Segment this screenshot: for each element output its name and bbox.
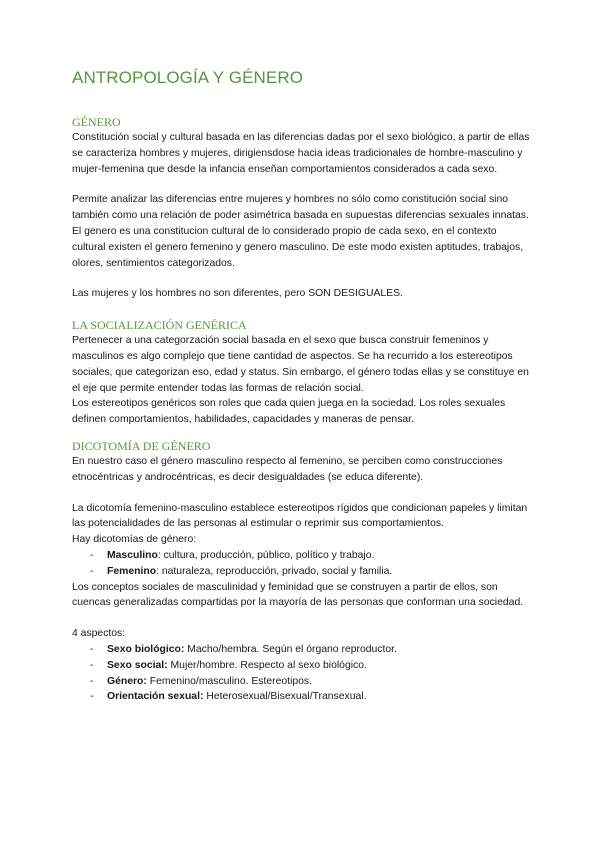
list-term: Orientación sexual:: [107, 691, 204, 703]
document-body: [72, 68, 532, 705]
list-item: [72, 658, 532, 674]
list-item: [72, 564, 532, 580]
list-text: : naturaleza, reproducción, privado, social y familia.: [156, 565, 393, 577]
paragraph: Permite analizar las diferencias entre mujeres y hombres no sólo como constitución social sino también como una relación de poder asimétrica basada en supuestas diferencias sexuales innatas.: [72, 194, 529, 222]
list-item: [72, 689, 532, 705]
paragraph: Los estereotipos genéricos son roles que cada quien juega en la sociedad. Los roles sexuales definen comportamientos, habilidades, capacidades y maneras de pensar.: [72, 398, 506, 426]
list-bullet: -: [90, 549, 94, 561]
list-term: Género:: [107, 675, 147, 687]
list-item: [72, 548, 532, 564]
paragraph: En nuestro caso el género masculino respecto al femenino, se perciben como construcciones etnocéntricas y androcéntricas, es decir desigualdades (se educa diferente).: [72, 455, 503, 483]
list-text: Femenino/masculino. Estereotipos.: [146, 675, 313, 687]
list-bullet: -: [90, 565, 94, 577]
list-bullet: -: [90, 643, 94, 655]
list-text: : cultura, producción, público, político y trabajo.: [157, 549, 375, 561]
aspectos-list: [72, 642, 532, 705]
paragraph: El genero es una constitucion cultural de lo considerado propio de cada sexo, en el contexto cultural existen el genero femenino y genero masculino. De este modo existen aptitudes, trabajos, olores, sentimientos categorizados.: [72, 225, 524, 269]
list-term: Sexo biológico:: [107, 643, 185, 655]
list-bullet: -: [90, 675, 94, 687]
paragraph: Pertenecer a una categorzación social basada en el sexo que busca construir femeninos y masculinos es algo complejo que tiene cantidad de aspectos. Se ha recurrido a los estereotipos sociales, que categorizan eso, edad y status. Sin embargo, el género todas ellas y se constituye en el eje que permite entender todas las formas de relación social.: [72, 335, 529, 394]
list-term: Femenino: [107, 565, 157, 577]
list-bullet: -: [90, 691, 94, 703]
dicotomia-list: [72, 548, 532, 580]
list-bullet: -: [90, 659, 94, 671]
document-title: ANTROPOLOGÍA Y GÉNERO: [72, 68, 304, 87]
paragraph: Constitución social y cultural basada en las diferencias dadas por el sexo biológico, a partir de ellas se caracteriza hombres y mujeres, dirigiensdose hacia ideas tradicionales de hombre-masculino y mujer-femenina que desde la infancia enseñan comportamientos considerados a cada sexo.: [72, 132, 530, 175]
list-item: [72, 642, 532, 658]
list-text: Macho/hembra. Según el órgano reproductor.: [184, 643, 397, 655]
section-heading-dicotomia: DICOTOMÍA DE GÉNERO: [72, 438, 211, 453]
list-term: Masculino: [107, 549, 158, 561]
section-heading-socializacion: LA SOCIALIZACIÓN GENÉRICA: [72, 318, 247, 333]
paragraph: Las mujeres y los hombres no son diferentes, pero SON DESIGUALES.: [72, 288, 403, 300]
section-heading-genero: GÉNERO: [72, 115, 121, 129]
list-term: Sexo social:: [107, 659, 168, 671]
list-text: Heterosexual/Bisexual/Transexual.: [203, 691, 367, 703]
paragraph: Hay dicotomías de género:: [72, 534, 197, 546]
list-text: Mujer/hombre. Respecto al sexo biológico.: [167, 659, 367, 671]
aspectos-intro: 4 aspectos:: [72, 628, 126, 640]
paragraph: La dicotomía femenino-masculino establece estereotipos rígidos que condicionan papeles y limitan las potencialidades de las personas al estimular o reprimir sus comportamientos.: [72, 502, 528, 530]
paragraph: Los conceptos sociales de masculinidad y feminidad que se construyen a partir de ellos, son cuencas generalizadas compartidas por la mayoría de las personas que conforman una sociedad.: [72, 581, 524, 609]
list-item: [72, 674, 532, 690]
